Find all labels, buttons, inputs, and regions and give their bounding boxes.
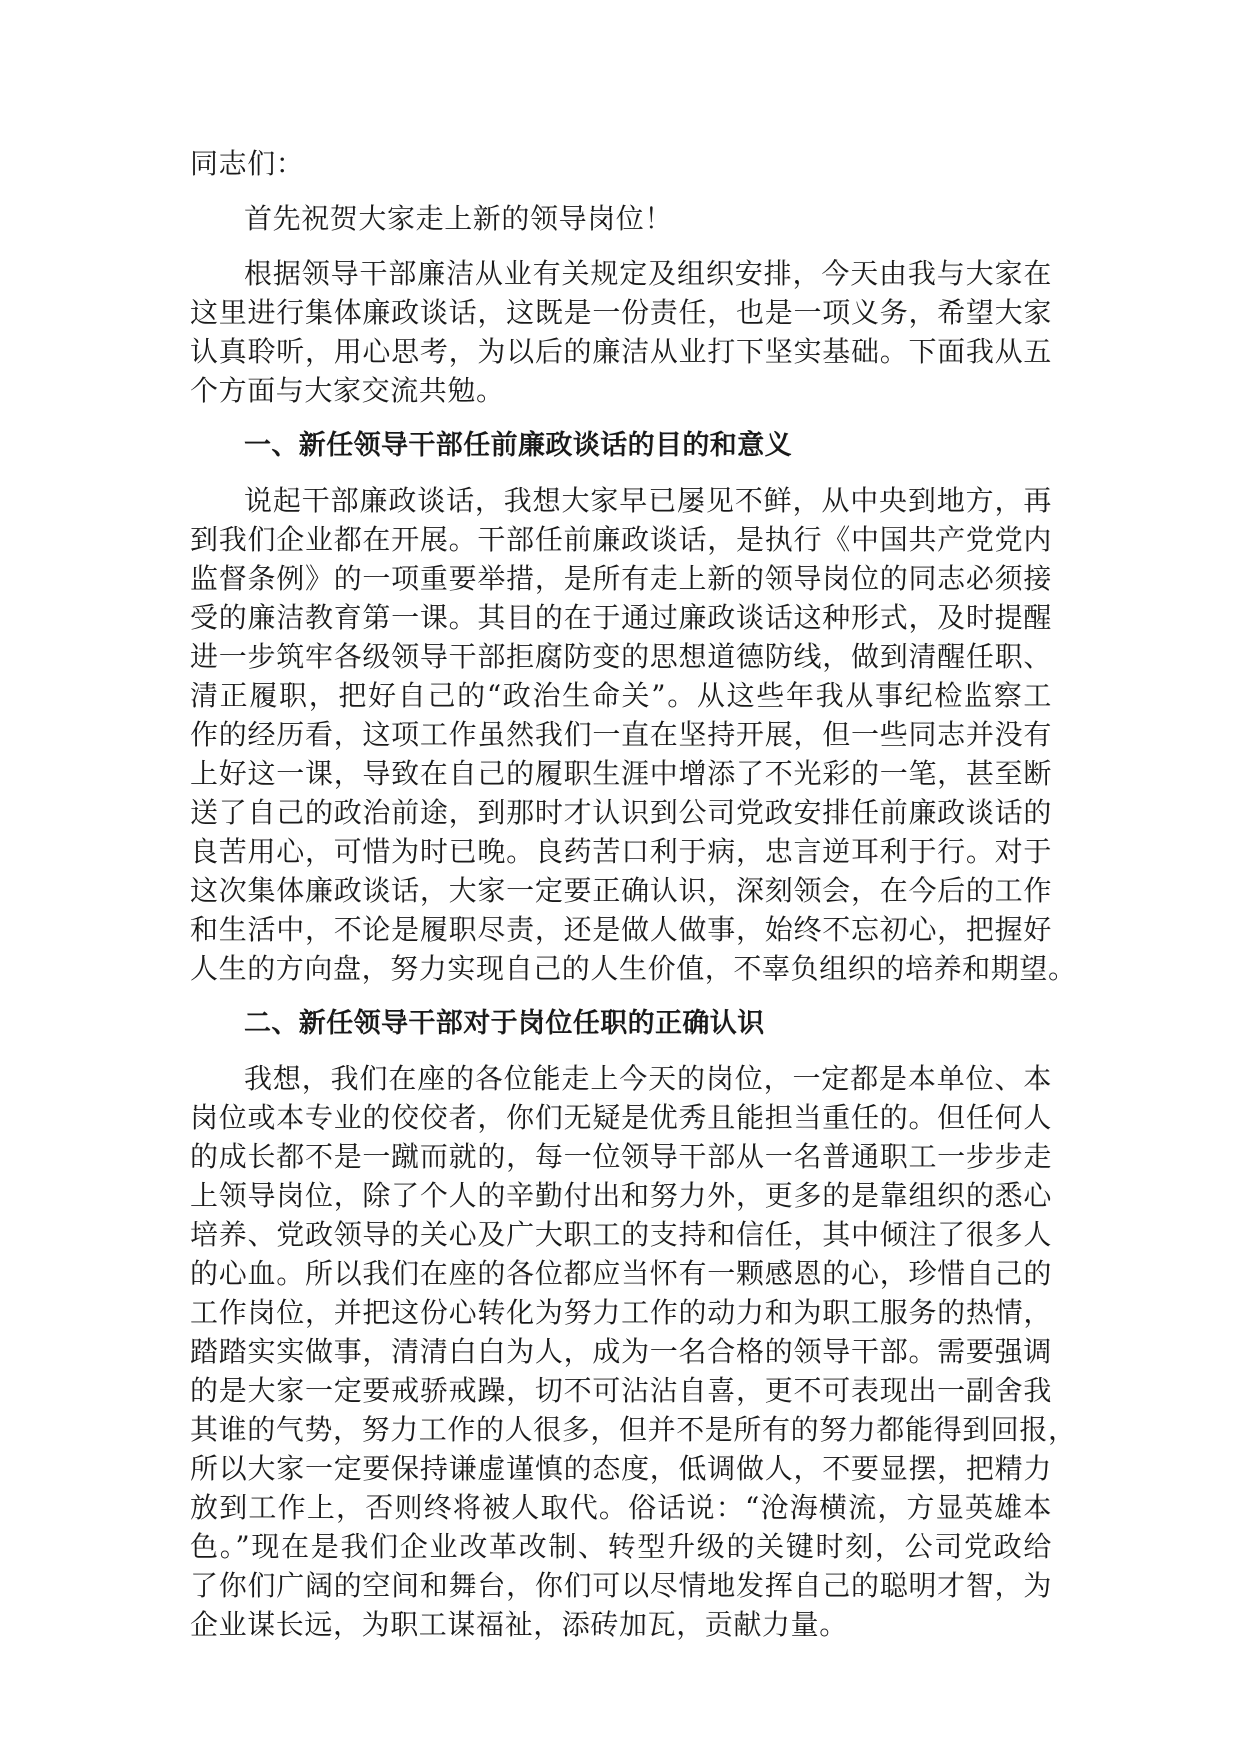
paragraph-line: 了你们广阔的空间和舞台，你们可以尽情地发挥自己的聪明才智，为 [190, 1569, 1052, 1602]
section-paragraph [190, 1059, 1077, 1644]
paragraph-line: 和生活中，不论是履职尽责，还是做人做事，始终不忘初心，把握好 [190, 913, 1052, 946]
paragraph-line: 放到工作上，否则终将被人取代。俗话说：“沧海横流，方显英雄本 [190, 1491, 1052, 1524]
paragraph-line: 的心血。所以我们在座的各位都应当怀有一颗感恩的心，珍惜自己的 [190, 1257, 1052, 1290]
paragraph-line: 进一步筑牢各级领导干部拒腐防变的思想道德防线，做到清醒任职、 [190, 640, 1052, 673]
paragraph-line: 我想，我们在座的各位能走上今天的岗位，一定都是本单位、本 [244, 1062, 1052, 1095]
paragraph-line: 个方面与大家交流共勉。 [190, 374, 505, 407]
paragraph-line: 的成长都不是一蹴而就的，每一位领导干部从一名普通职工一步步走 [190, 1140, 1052, 1173]
paragraph-line: 踏踏实实做事，清清白白为人，成为一名合格的领导干部。需要强调 [190, 1335, 1052, 1368]
paragraph-line: 上领导岗位，除了个人的辛勤付出和努力外，更多的是靠组织的悉心 [190, 1179, 1052, 1212]
paragraph-line: 作的经历看，这项工作虽然我们一直在坚持开展，但一些同志并没有 [190, 718, 1052, 751]
intro-paragraph [190, 254, 1052, 410]
paragraph-line: 培养、党政领导的关心及广大职工的支持和信任，其中倾注了很多人 [190, 1218, 1052, 1251]
paragraph-line: 受的廉洁教育第一课。其目的在于通过廉政谈话这种形式，及时提醒 [190, 601, 1052, 634]
section-heading: 二、新任领导干部对于岗位任职的正确认识 [244, 1008, 765, 1039]
paragraph-line: 说起干部廉政谈话，我想大家早已屡见不鲜，从中央到地方，再 [244, 484, 1052, 517]
paragraph-line: 到我们企业都在开展。干部任前廉政谈话，是执行《中国共产党党内 [190, 523, 1052, 556]
paragraph-line: 其谁的气势，努力工作的人很多，但并不是所有的努力都能得到回报， [190, 1413, 1077, 1446]
paragraph-line: 良苦用心，可惜为时已晚。良药苦口利于病，忠言逆耳利于行。对于 [190, 835, 1052, 868]
section-paragraph [190, 481, 1077, 988]
paragraph-line: 这里进行集体廉政谈话，这既是一份责任，也是一项义务，希望大家 [190, 296, 1052, 329]
paragraph-line: 清正履职，把好自己的“政治生命关”。从这些年我从事纪检监察工 [190, 679, 1052, 712]
section-heading: 一、新任领导干部任前廉政谈话的目的和意义 [244, 430, 792, 461]
paragraph-line: 认真聆听，用心思考，为以后的廉洁从业打下坚实基础。下面我从五 [190, 335, 1052, 368]
congratulation-line: 首先祝贺大家走上新的领导岗位！ [244, 202, 674, 235]
paragraph-line: 监督条例》的一项重要举措，是所有走上新的领导岗位的同志必须接 [190, 562, 1052, 595]
paragraph-line: 上好这一课，导致在自己的履职生涯中增添了不光彩的一笔，甚至断 [190, 757, 1052, 790]
paragraph-line: 人生的方向盘，努力实现自己的人生价值，不辜负组织的培养和期望。 [190, 952, 1077, 985]
paragraph-line: 色。”现在是我们企业改革改制、转型升级的关键时刻，公司党政给 [190, 1530, 1052, 1563]
document-body [190, 144, 1077, 1644]
paragraph-line: 这次集体廉政谈话，大家一定要正确认识，深刻领会，在今后的工作 [190, 874, 1052, 907]
paragraph-line: 送了自己的政治前途，到那时才认识到公司党政安排任前廉政谈话的 [190, 796, 1052, 829]
paragraph-line: 所以大家一定要保持谦虚谨慎的态度，低调做人，不要显摆，把精力 [190, 1452, 1052, 1485]
paragraph-line: 岗位或本专业的佼佼者，你们无疑是优秀且能担当重任的。但任何人 [190, 1101, 1052, 1134]
salutation: 同志们： [190, 147, 305, 180]
paragraph-line: 企业谋长远，为职工谋福祉，添砖加瓦，贡献力量。 [190, 1608, 848, 1641]
paragraph-line: 工作岗位，并把这份心转化为努力工作的动力和为职工服务的热情， [190, 1296, 1052, 1329]
paragraph-line: 的是大家一定要戒骄戒躁，切不可沾沾自喜，更不可表现出一副舍我 [190, 1374, 1052, 1407]
paragraph-line: 根据领导干部廉洁从业有关规定及组织安排，今天由我与大家在 [244, 257, 1052, 290]
